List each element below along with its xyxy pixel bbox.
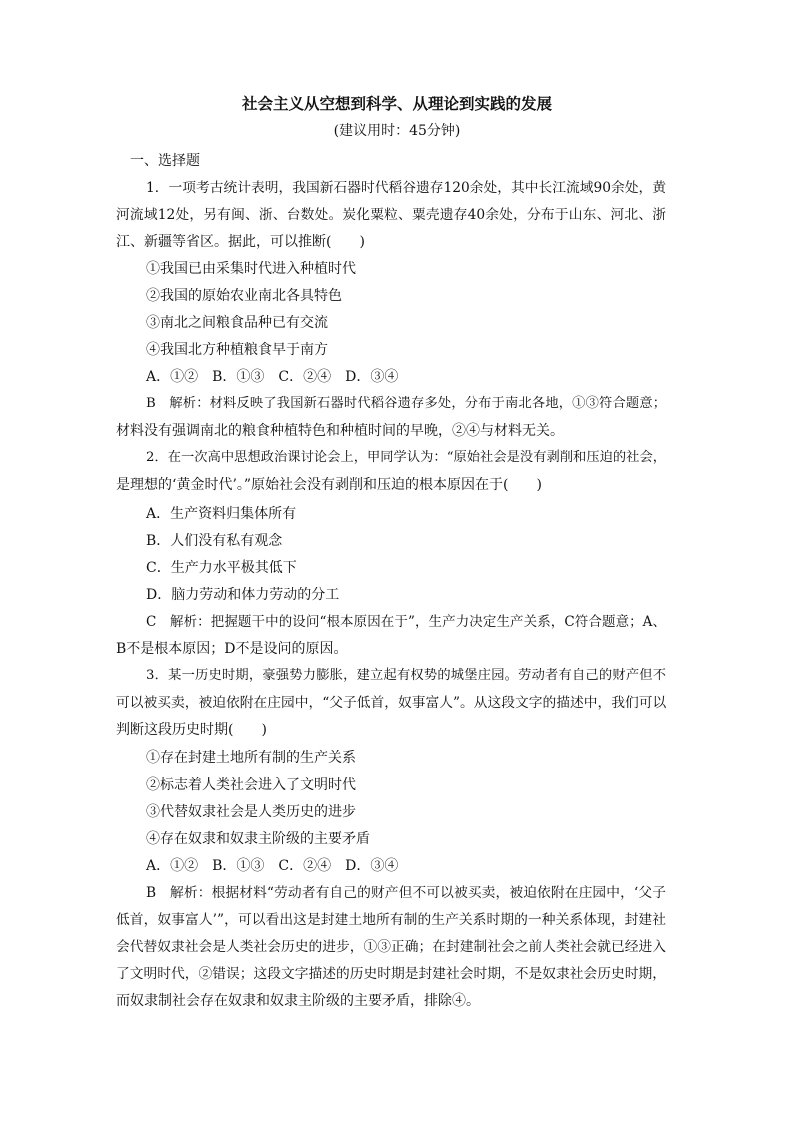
q3-statement-4: ④存在奴隶和奴隶主阶级的主要矛盾 <box>146 831 370 847</box>
q1-answer-line-2: 材料没有强调南北的粮食种植特色和种植时间的早晚，②④与材料无关。 <box>116 423 564 439</box>
q2-option-c: C．生产力水平极其低下 <box>146 560 297 576</box>
q3-statement-2: ②标志着人类社会进入了文明时代 <box>146 777 356 793</box>
q3-answer-line-4: 了文明时代，②错误；这段文字描述的历史时期是封建社会时期，不是奴隶社会历史时期， <box>116 966 667 982</box>
q1-answer-line-1: B 解析：材料反映了我国新石器时代稻谷遗存多处，分布于南北各地，①③符合题意； <box>146 396 666 411</box>
q2-stem-line-2: 是理想的‘黄金时代’。”原始社会没有剥削和压迫的根本原因在于( ) <box>116 477 542 493</box>
q3-answer-line-5: 而奴隶制社会存在奴隶和奴隶主阶级的主要矛盾，排除④。 <box>116 993 480 1009</box>
q2-option-b: B．人们没有私有观念 <box>146 533 283 549</box>
q3-answer-line-2: 低首，奴事富人’”，可以看出这是封建土地所有制的生产关系时期的一种关系体现，封建社 <box>116 912 666 928</box>
q1-stem-line-3: 江、新疆等省区。据此，可以推断( ) <box>116 234 365 250</box>
q3-answer-line-1: B 解析：根据材料“劳动者有自己的财产但不可以被买卖，被迫依附在庄园中，‘父子 <box>146 885 666 901</box>
q2-option-d: D．脑力劳动和体力劳动的分工 <box>146 587 340 603</box>
q1-statement-1: ①我国已由采集时代进入种植时代 <box>146 261 356 277</box>
q2-answer-line-1: C 解析：把握题干中的设问“根本原因在于”，生产力决定生产关系，C符合题意；A、 <box>146 614 666 630</box>
q1-statement-2: ②我国的原始农业南北各具特色 <box>146 288 342 304</box>
q1-stem-line-1: 1．一项考古统计表明，我国新石器时代稻谷遗存120余处，其中长江流域90余处，黄 <box>146 180 666 196</box>
q3-statement-1: ①存在封建土地所有制的生产关系 <box>146 750 356 766</box>
q3-stem-line-2: 可以被买卖，被迫依附在庄园中，“父子低首，奴事富人”。从这段文字的描述中，我们可以 <box>116 695 667 711</box>
q2-stem-line-1: 2．在一次高中思想政治课讨论会上，甲同学认为：“原始社会是没有剥削和压迫的社会， <box>146 450 666 465</box>
q3-choices: A．①② B．①③ C．②④ D．③④ <box>146 858 399 874</box>
q3-statement-3: ③代替奴隶社会是人类历史的进步 <box>146 804 356 820</box>
q2-answer-line-2: B不是根本原因；D不是设问的原因。 <box>116 641 348 657</box>
q1-choices: A．①② B．①③ C．②④ D．③④ <box>146 369 399 385</box>
q3-stem-line-1: 3．某一历史时期，豪强势力膨胀，建立起有权势的城堡庄园。劳动者有自己的财产但不 <box>146 668 666 683</box>
suggested-time: (建议用时：45分钟) <box>333 123 461 139</box>
q1-statement-3: ③南北之间粮食品种已有交流 <box>146 315 328 331</box>
q3-stem-line-3: 判断这段历史时期( ) <box>116 722 267 738</box>
page-title: 社会主义从空想到科学、从理论到实践的发展 <box>241 95 552 113</box>
q1-stem-line-2: 河流域12处，另有闽、浙、台数处。炭化粟粒、粟壳遗存40余处，分布于山东、河北、浙 <box>116 207 666 223</box>
q2-option-a: A．生产资料归集体所有 <box>146 506 297 522</box>
section-heading: 一、选择题 <box>130 153 200 169</box>
q1-statement-4: ④我国北方种植粮食早于南方 <box>146 342 328 358</box>
q3-answer-line-3: 会代替奴隶社会是人类社会历史的进步，①③正确；在封建制社会之前人类社会就已经进入 <box>116 939 667 955</box>
